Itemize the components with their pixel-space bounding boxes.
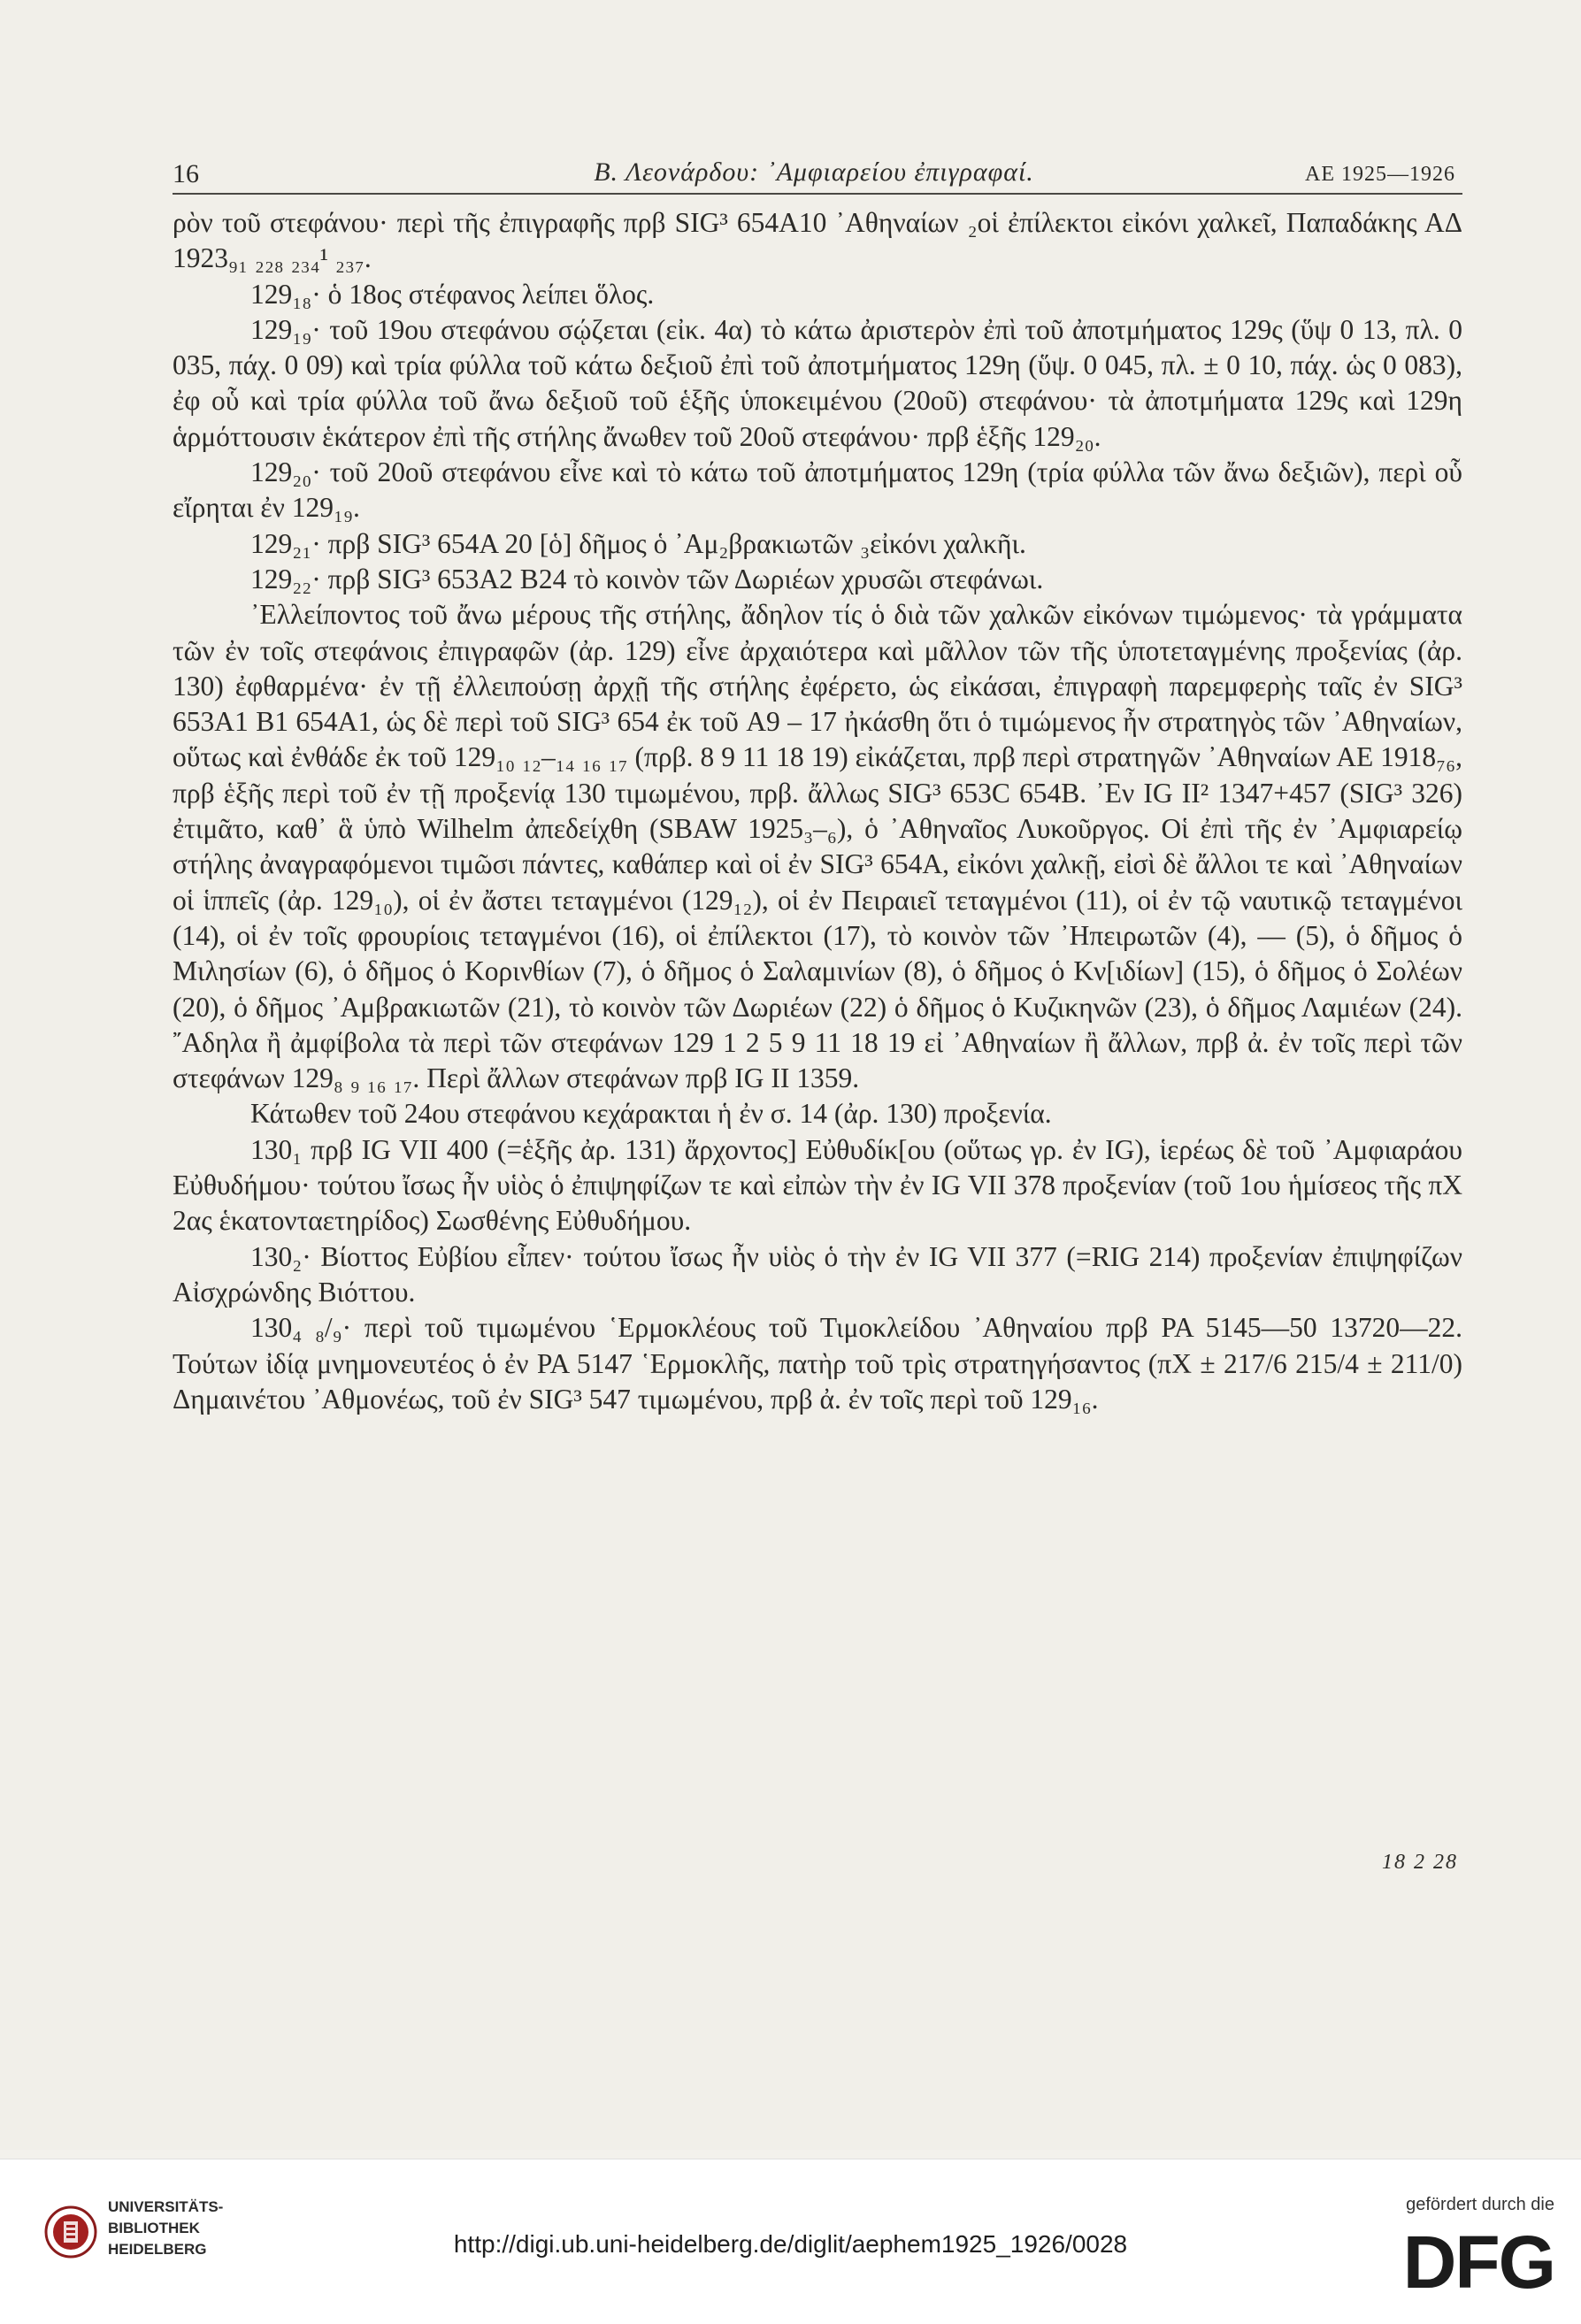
paragraph: 129₂₂· πρβ SIG³ 653A2 B24 τὸ κοινὸν τῶν Δωριέων χρυσῶι στεφάνωι. [250, 563, 1044, 594]
paragraph: ρὸν τοῦ στεφάνου· περὶ τῆς ἐπιγραφῆς πρβ SIG³ 654A10 ᾿Αθηναίων ₂οἱ ἐπίλεκτοι εἰκόνι χαλκεῖ, Παπαδάκης ΑΔ 1923₉₁ ₂₂₈ ₂₃₄¹ ₂₃₇. [173, 207, 1462, 274]
paragraph: 130₂· Βίοττος Εὐβίου εἶπεν· τούτου ἴσως ἦν υἱὸς ὁ τὴν ἐν IG VII 377 (=RIG 214) προξενίαν ἐπιψηφίζων Αἰσχρώνδης Βιόττου. [173, 1240, 1462, 1308]
dfg-logo[interactable]: DFG [1402, 2220, 1554, 2304]
paragraph: ᾿Ελλείποντος τοῦ ἄνω μέρους τῆς στήλης, ἄδηλον τίς ὁ διὰ τῶν χαλκῶν εἰκόνων τιμώμενος· τὰ γράμματα τῶν ἐν τοῖς στεφάνοις ἐπιγραφῶν (ἀρ. 129) εἶνε ἀρχαιότερα καὶ μᾶλλον τῶν τῆς ὑποτεταγμένης προξενίας (ἀρ. 130) ἐφθαρμένα· ἐν τῇ ἐλλειπούσῃ ἀρχῇ τῆς στήλης ἐφέρετο, ὡς εἰκάσαι, ἐπιγραφὴ παρεμφερὴς ταῖς ἐν SIG³ 653A1 B1 654A1, ὡς δὲ περὶ τοῦ SIG³ 654 ἐκ τοῦ A9 – 17 ἠκάσθη ὅτι ὁ τιμώμενος ἦν στρατηγὸς τῶν ᾿Αθηναίων, οὕτως καὶ ἐνθάδε ἐκ τοῦ 129₁₀ ₁₂–₁₄ ₁₆ ₁₇ (πρβ. 8 9 11 18 19) εἰκάζεται, πρβ περὶ στρατηγῶν ᾿Αθηναίων ΑΕ 1918₇₆, πρβ ἑξῆς περὶ τοῦ ἐν τῇ προξενίᾳ 130 τιμωμένου, πρβ. ἄλλως SIG³ 653C 654B. ᾿Εν IG II² 1347+457 (SIG³ 326) ἐτιμᾶτο, καθ᾿ ἃ ὑπὸ Wilhelm ἀπεδείχθη (SBAW 1925₃–₆), ὁ ᾿Αθηναῖος Λυκοῦργος. Οἱ ἐπὶ τῆς ἐν ᾿Αμφιαρείῳ στήλης ἀναγραφόμενοι τιμῶσι πάντες, καθάπερ καὶ οἱ ἐν SIG³ 654A, εἰκόνι χαλκῇ, εἰσὶ δὲ ἄλλοι τε καὶ ᾿Αθηναίων οἱ ἱππεῖς (ἀρ. 129₁₀), οἱ ἐν ἄστει τεταγμένοι (129₁₂), οἱ ἐν Πειραιεῖ τεταγμένοι (11), οἱ ἐν τῷ ναυτικῷ τεταγμένοι (14), οἱ ἐν τοῖς φρουρίοις τεταγμένοι (16), οἱ ἐπίλεκτοι (17), τὸ κοινὸν τῶν ᾿Ηπειρωτῶν (4), — (5), ὁ δῆμος ὁ Μιλησίων (6), ὁ δῆμος ὁ Κορινθίων (7), ὁ δῆμος ὁ Σαλαμινίων (8), ὁ δῆμος ὁ Κν[ιδίων] (15), ὁ δῆμος ὁ Σολέων (20), ὁ δῆμος ᾿Αμβρακιωτῶν (21), τὸ κοινὸν τῶν Δωριέων (22) ὁ δῆμος ὁ Κυζικηνῶν (23), ὁ δῆμος Λαμιέων (24). ῎Αδηλα ἢ ἀμφίβολα τὰ περὶ τῶν στεφάνων 129 1 2 5 9 11 18 19 εἰ ᾿Αθηναίων ἢ ἄλλων, πρβ ἀ. ἐν τοῖς περὶ τῶν στεφάνων 129₈ ₉ ₁₆ ₁₇. Περὶ ἄλλων στεφάνων πρβ IG II 1359. [173, 599, 1462, 1094]
running-header [173, 152, 1455, 193]
paragraph: 130₁ πρβ IG VII 400 (=ἑξῆς ἀρ. 131) ἄρχοντος] Εὐθυδίκ[ου (οὕτως γρ. ἐν IG), ἱερέως δὲ τοῦ ᾿Αμφιαράου Εὐθυδήμου· τούτου ἴσως ἦν υἱὸς ὁ ἐπιψηφίζων τε καὶ εἰπὼν τὴν ἐν IG VII 378 προξενίαν (τοῦ 1ου ἡμίσεος τῆς πΧ 2ας ἑκατονταετηρίδος) Σωσθένης Εὐθυδήμου. [173, 1133, 1462, 1237]
library-name: UNIVERSITÄTS- BIBLIOTHEK HEIDELBERG [108, 2198, 224, 2258]
body-text [173, 205, 1462, 1824]
page-number: 16 [173, 159, 199, 188]
paragraph: 129₂₁· πρβ SIG³ 654A 20 [ὁ] δῆμος ὁ ᾿Αμ₂βρακιωτῶν ₃εἰκόνι χαλκῆι. [250, 527, 1026, 559]
permalink-url[interactable]: http://digi.ub.uni-heidelberg.de/diglit/aephem1925_1926/0028 [453, 2230, 1128, 2258]
digitization-footer [0, 2159, 1581, 2324]
paragraph: 130₄ ₈/₉· περὶ τοῦ τιμωμένου ῾Ερμοκλέους τοῦ Τιμοκλείδου ᾿Αθηναίου πρβ PA 5145—50 13720—22. Τούτων ἰδίᾳ μνημονευτέος ὁ ἐν PA 5147 ῾Ερμοκλῆς, πατὴρ τοῦ τρὶς στρατηγήσαντος (πΧ ± 217/6 215/4 ± 211/0) Δημαινέτου ᾿Αθμονέως, τοῦ ἐν SIG³ 547 τιμωμένου, πρβ ἀ. ἐν τοῖς περὶ τοῦ 129₁₆. [173, 1312, 1462, 1415]
paragraph: 129₁₉· τοῦ 19ου στεφάνου σῴζεται (εἰκ. 4α) τὸ κάτω ἀριστερὸν ἐπὶ τοῦ ἀποτμήματος 129ς (ὕψ 0 13, πλ. 0 035, πάχ. 0 09) καὶ τρία φύλλα τοῦ κάτω δεξιοῦ ἐπὶ τοῦ ἀποτμήματος 129η (ὕψ. 0 045, πλ. ± 0 10, πάχ. ὡς 0 083), ἐφ οὗ καὶ τρία φύλλα τοῦ ἄνω δεξιοῦ τοῦ ἑξῆς ὑποκειμένου (20οῦ) στεφάνου· τὰ ἀποτμήματα 129ς καὶ 129η ἁρμόττουσιν ἑκάτερον ἐπὶ τῆς στήλης ἄνωθεν τοῦ 20οῦ στεφάνου· πρβ ἑξῆς 129₂₀. [173, 313, 1462, 452]
funded-by-label: gefördert durch die [1406, 2195, 1554, 2214]
paragraph: 129₂₀· τοῦ 20οῦ στεφάνου εἶνε καὶ τὸ κάτω τοῦ ἀποτμήματος 129η (τρία φύλλα τῶν ἄνω δεξιῶν), περὶ οὗ εἴρηται ἐν 129₁₉. [173, 456, 1462, 524]
issue-label: ΑΕ 1925—1926 [1305, 163, 1455, 186]
running-title: Β. Λεονάρδου: ᾿Αμφιαρείου ἐπιγραφαί. [594, 157, 1034, 187]
paragraph: Κάτωθεν τοῦ 24ου στεφάνου κεχάρακται ἡ ἐν σ. 14 (ἀρ. 130) προξενία. [250, 1098, 1052, 1130]
date-signature: 18 2 28 [1382, 1851, 1458, 1874]
paragraph: 129₁₈· ὁ 18ος στέφανος λείπει ὅλος. [250, 278, 655, 310]
header-rule [173, 193, 1462, 195]
